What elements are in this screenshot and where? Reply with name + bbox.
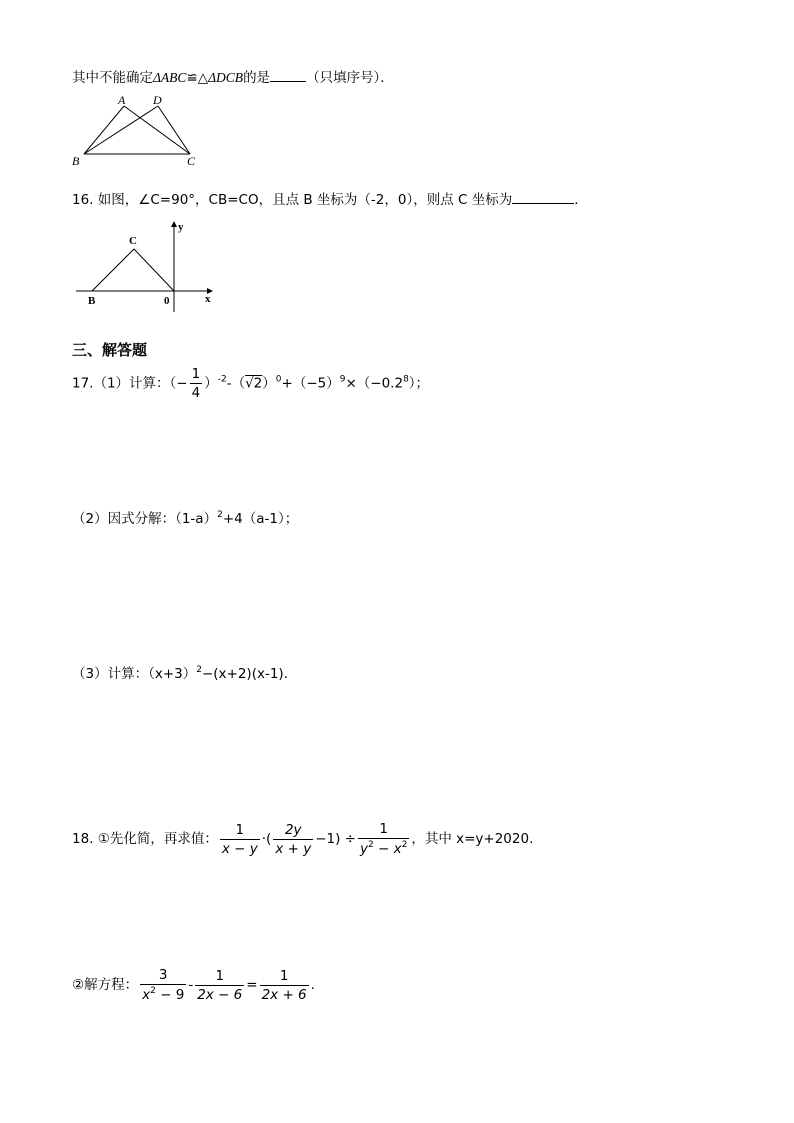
q18-p2-prefix: ②解方程： xyxy=(72,977,139,993)
q18-frac1-den: x − y xyxy=(221,840,258,857)
q15-segment-bd xyxy=(84,106,158,154)
q16-label-y: y xyxy=(178,221,184,233)
q16-label-b: B xyxy=(88,295,96,307)
q18-frac2 xyxy=(273,822,313,857)
q17-part1: 17.（1）计算：（− $\frac{1}{4}$ ）$^{-2}-(√2)^0+(-5)^9\times(-0.2^8)$； xyxy=(72,366,430,401)
q16-figure xyxy=(74,216,224,316)
q15-triangle-dcb: ΔDCB xyxy=(208,70,244,85)
q16-text: 16. 如图，∠C=90°，CB=CO，且点 B 坐标为（-2，0），则点 C 坐标为 xyxy=(72,192,513,208)
q15-suffix: 的是 xyxy=(243,70,271,86)
q18-frac1 xyxy=(220,822,260,857)
q16-end: ． xyxy=(574,192,588,208)
q18-p1-end: ，其中 x=y+2020. xyxy=(411,831,534,847)
q15-triangle-abc: ΔABC xyxy=(153,70,187,85)
q16-line xyxy=(72,188,588,208)
q15-note: （只填序号）． xyxy=(306,70,394,86)
q17-p1-mid2: ） xyxy=(262,375,276,392)
q17-p3-prefix: （3）计算：（x+3） xyxy=(72,666,197,682)
q15-congruent-symbol: ≌△ xyxy=(186,70,209,86)
q18-eq-minus: - xyxy=(188,977,194,993)
q18-frac3 xyxy=(358,821,409,857)
q15-segment-ac xyxy=(124,106,190,154)
q18-eq-frac1-den xyxy=(140,984,186,1003)
q15-answer-blank[interactable] xyxy=(270,69,306,82)
q18-frac1-num: 1 xyxy=(235,821,245,838)
q17-p2-exp: 2 xyxy=(217,510,223,520)
q18-minus-one: −1) ÷ xyxy=(315,831,356,847)
q17-fraction-quarter xyxy=(190,366,203,401)
q17-p3-exp: 2 xyxy=(196,665,202,675)
q17-frac-den: 4 xyxy=(191,385,201,401)
q18-p1-prefix: 18. ①先化简，再求值： xyxy=(72,831,218,847)
q17-exp-9: 9 xyxy=(339,374,346,385)
q15-segment-dc xyxy=(158,106,190,154)
q15-line xyxy=(72,66,394,86)
q17-exp-neg2: -2 xyxy=(217,374,227,385)
q18-eq-frac1-den-exp: 2 xyxy=(150,986,156,996)
q18-eq-frac2 xyxy=(195,968,244,1003)
q18-eq-frac2-den: 2x − 6 xyxy=(197,986,243,1003)
q17-p1-mid3: +（−5） xyxy=(281,375,340,392)
q15-label-a: A xyxy=(118,93,126,107)
q18-frac2-den: x + y xyxy=(275,840,312,857)
q17-p1-end: ）； xyxy=(408,375,430,392)
q18-frac3-den-exp2: 2 xyxy=(401,840,408,850)
q16-label-o: 0 xyxy=(164,295,170,307)
q18-eq-frac2-num: 1 xyxy=(215,967,225,984)
q18-frac3-num: 1 xyxy=(379,821,388,837)
q16-segment-bc xyxy=(92,249,134,291)
q17-p1-prefix: 17.（1）计算：（− xyxy=(72,375,188,392)
q16-label-x: x xyxy=(205,293,211,305)
q17-part3 xyxy=(72,662,288,682)
q18-part2 xyxy=(72,967,315,1003)
q16-segment-co xyxy=(134,249,174,291)
q18-eq-equals: = xyxy=(246,977,258,993)
q18-eq-frac1-den-x: x xyxy=(142,987,151,1003)
q15-segment-ba xyxy=(84,106,124,154)
q18-eq-frac1-num: 3 xyxy=(158,967,168,983)
q17-part2 xyxy=(72,507,298,527)
q18-p2-end: . xyxy=(310,977,315,993)
q17-sqrt2: √2 xyxy=(245,375,263,392)
q17-exp-8: 8 xyxy=(403,374,409,385)
q18-dot: ·( xyxy=(261,831,272,847)
q18-eq-frac3 xyxy=(260,968,309,1003)
q17-p1-mid4: ×（−0.2 xyxy=(345,375,404,392)
q18-frac3-den-mid: − x xyxy=(373,841,402,857)
q17-p2-end: +4（a-1）； xyxy=(222,511,299,527)
q18-eq-frac1-den-rest: − 9 xyxy=(155,987,185,1003)
q17-p1-mid1: -（ xyxy=(226,375,246,392)
q18-frac3-den-y: y xyxy=(359,841,368,857)
q15-label-d: D xyxy=(153,93,162,107)
q15-label-c: C xyxy=(187,154,196,168)
q17-frac-num: 1 xyxy=(191,366,201,382)
q17-p3-end: −(x+2)(x-1). xyxy=(201,666,288,682)
q18-part1 xyxy=(72,821,533,857)
q15-label-b: B xyxy=(72,154,80,168)
q17-exp-0: 0 xyxy=(275,374,282,385)
q18-frac3-den-exp1: 2 xyxy=(367,840,374,850)
q18-eq-frac3-num: 1 xyxy=(279,967,289,984)
q18-frac3-den xyxy=(358,838,409,857)
q18-eq-frac3-den: 2x + 6 xyxy=(261,986,307,1003)
q15-prefix: 其中不能确定 xyxy=(72,70,153,86)
q16-label-c: C xyxy=(129,235,137,247)
q18-frac2-num: 2y xyxy=(284,821,302,838)
q17-p2-prefix: （2）因式分解：（1-a） xyxy=(72,511,218,527)
q15-figure xyxy=(70,92,210,168)
q18-eq-frac1 xyxy=(140,967,186,1003)
section3-title: 三、解答题 xyxy=(72,341,148,359)
q16-answer-blank[interactable] xyxy=(512,191,574,204)
